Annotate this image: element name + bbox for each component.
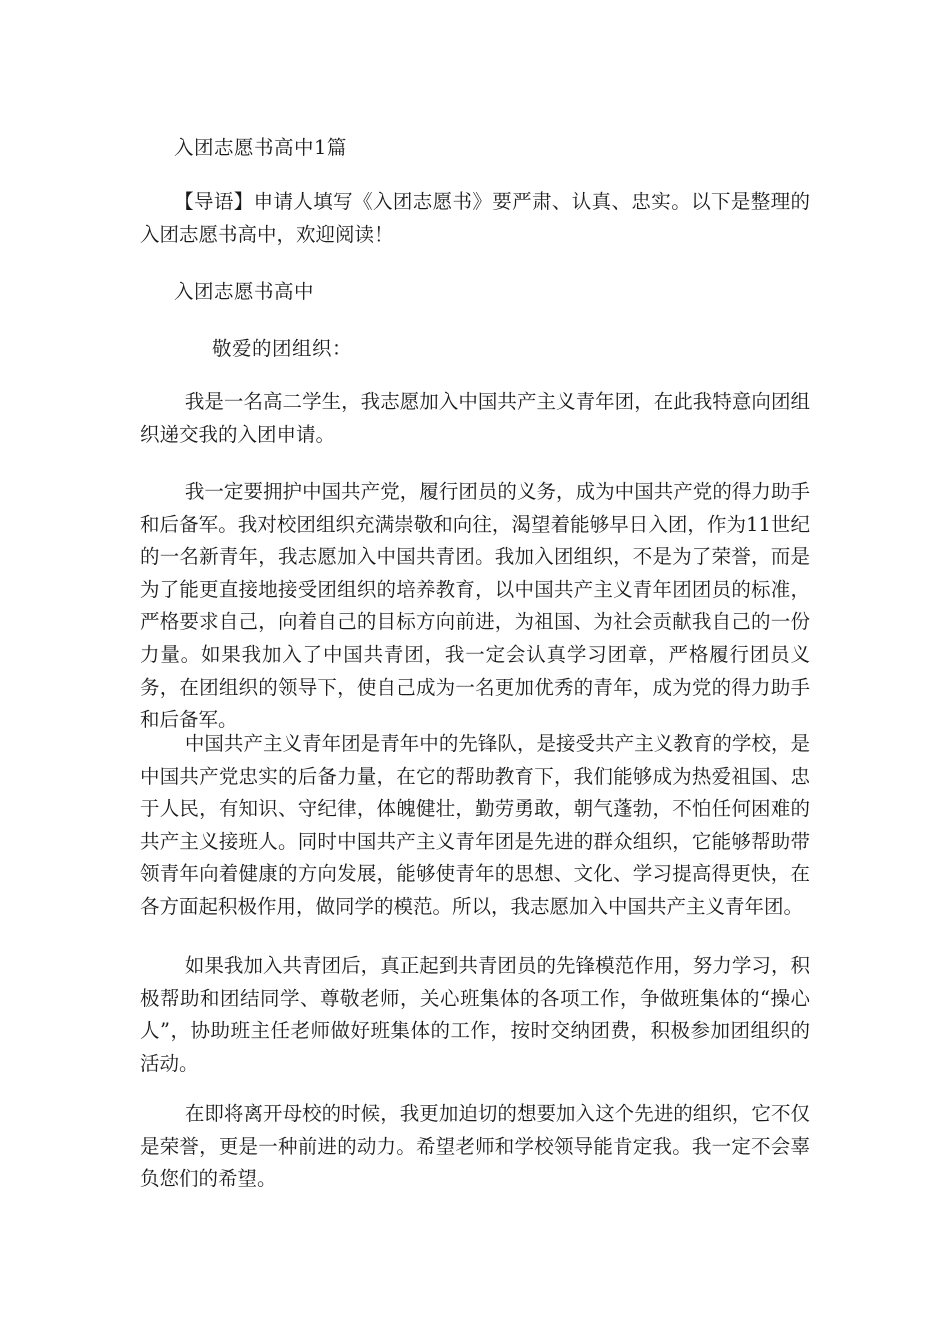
body-paragraph-2: 我一定要拥护中国共产党，履行团员的义务，成为中国共产党的得力助手和后备军。我对校团组织充满崇敬和向往，渴望着能够早日入团，作为11世纪的一名新青年，我志愿加入中国共青团。我加入团组织，不是为了荣誉，而是为了能更直接地接受团组织的培养教育，以中国共产主义青年团团员的标准，严格要求自己，向着自己的目标方向前进，为祖国、为社会贡献我自己的一份力量。如果我加入了中国共青团，我一定会认真学习团章，严格履行团员义务，在团组织的领导下，使自己成为一名更加优秀的青年，成为党的得力助手和后备军。 — [140, 480, 810, 732]
body-paragraph-1: 我是一名高二学生，我志愿加入中国共产主义青年团，在此我特意向团组织递交我的入团申请。 — [140, 390, 810, 446]
intro-paragraph: 【导语】申请人填写《入团志愿书》要严肃、认真、忠实。以下是整理的入团志愿书高中，欢迎阅读！ — [140, 190, 810, 246]
document-subtitle: 入团志愿书高中 — [174, 280, 315, 303]
body-paragraph-5: 在即将离开母校的时候，我更加迫切的想要加入这个先进的组织，它不仅是荣誉，更是一种前进的动力。希望老师和学校领导能肯定我。我一定不会辜负您们的希望。 — [140, 1102, 810, 1191]
body-paragraph-4: 如果我加入共青团后，真正起到共青团员的先锋模范作用，努力学习，积极帮助和团结同学、尊敬老师，关心班集体的各项工作，争做班集体的“操心人”，协助班主任老师做好班集体的工作，按时交纳团费，积极参加团组织的活动。 — [140, 954, 810, 1075]
salutation: 敬爱的团组织： — [212, 337, 353, 360]
document-title: 入团志愿书高中1篇 — [174, 136, 347, 159]
body-paragraph-3: 中国共产主义青年团是青年中的先锋队，是接受共产主义教育的学校，是中国共产党忠实的后备力量，在它的帮助教育下，我们能够成为热爱祖国、忠于人民，有知识、守纪律，体魄健壮，勤劳勇敢，朝气蓬勃，不怕任何困难的共产主义接班人。同时中国共产主义青年团是先进的群众组织，它能够帮助带领青年向着健康的方向发展，能够使青年的思想、文化、学习提高得更快，在各方面起积极作用，做同学的模范。所以，我志愿加入中国共产主义青年团。 — [140, 732, 810, 918]
